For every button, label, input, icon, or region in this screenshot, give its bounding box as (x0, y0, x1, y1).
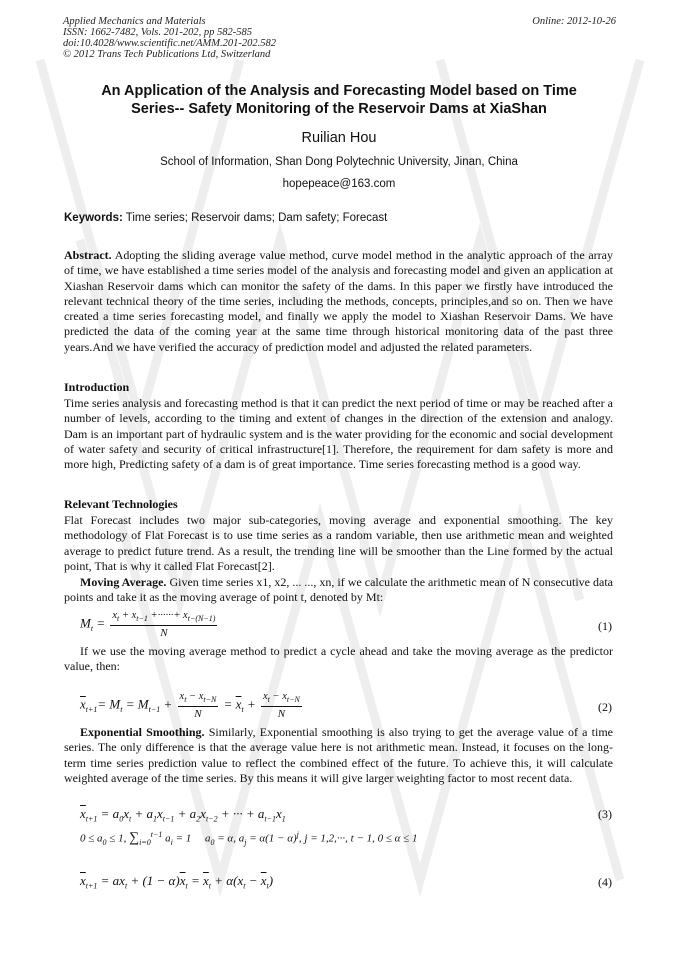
affiliation: School of Information, Shan Dong Polytechnic University, Jinan, China (160, 156, 518, 168)
abstract-text: Adopting the sliding average value method, curve model method in the analytic approach of the array of time, we have established a time series model of the analysis and forecasting model and given an application at Xiashan Reservoir dams which can monitor the safety of the dams. In this paper we firstly have introduced the relevant technical theory of the time series, including the methods, concepts, principles,and so on. Then we have created a time series forecasting model, and finally we apply the model to Xiashan Reservoir Dams. We have predicted the data of the coming year at the same time through historical monitoring data of the past three years.And we have verified the accuracy of prediction model and adjusted the related parameters. (64, 248, 613, 354)
eq1-fraction: $\frac{x_t + x_{t-1} +\cdot\cdot\cdot\cdot\cdot\cdot+ x_{t-(N-1)}}{N}$ (112, 610, 216, 640)
keywords (64, 212, 387, 224)
moving-average-label: Moving Average. (80, 575, 167, 589)
paper-title (50, 82, 628, 118)
keywords-text: Time series; Reservoir dams; Dam safety; Forecast (122, 212, 388, 224)
title-line-2: Series-- Safety Monitoring of the Reservoir Dams at XiaShan (131, 101, 547, 117)
issn-line: ISSN: 1662-7482, Vols. 201-202, pp 582-585 (63, 27, 252, 38)
online-date: Online: 2012-10-26 (532, 16, 616, 27)
abstract (64, 248, 613, 355)
keywords-label: Keywords: (64, 212, 123, 224)
doi-line: doi:10.4028/www.scientific.net/AMM.201-202.582 (63, 38, 276, 49)
moving-average-text-2: If we use the moving average method to predict a cycle ahead and take the moving average as the predictor value, then: (64, 644, 613, 674)
section-heading-relevant-technologies: Relevant Technologies (64, 497, 178, 511)
equation-2: $\overline{x}_{t+1}= M_t = M_{t-1}$ + $\frac{x_t - x_{t-N}}{N}$ = $\overline{x}_t$ + $\frac{x_t - x_{t-N}}{N}$ (80, 691, 300, 721)
exponential-smoothing-text: Similarly, Exponential smoothing is also trying to get the average value of a time series. The only difference is that the average value here is not arithmetic mean. Instead, it focuses on the long-term time series prediction value to reflect the combined effect of the future. To achieve this, it will calculate weighted average of the time series. By this means it will give larger weighting factor to most recent data. (64, 725, 613, 785)
exponential-smoothing-label: Exponential Smoothing. (80, 725, 205, 739)
moving-average-paragraph (64, 575, 613, 606)
running-header (63, 16, 276, 60)
journal-name: Applied Mechanics and Materials (63, 16, 206, 27)
copyright-line: © 2012 Trans Tech Publications Ltd, Switzerland (63, 49, 271, 60)
equation-4-number: (4) (598, 875, 612, 889)
introduction-text: Time series analysis and forecasting method is that it can predict the next period of time or may be reached after a number of levels, according to the timing and extent of changes in the direction of the extension and analogy. Dam is an important part of hydraulic system and is the water providing for the economic and social development of water safety and security of critical infrastructure[1]. Therefore, the requirement for dam safety is more and more high, Predicting safety of a dam is of great importance. Time series forecasting method is a good way. (64, 396, 613, 472)
section-heading-introduction: Introduction (64, 380, 130, 394)
eq2-fraction-1: $\frac{x_t - x_{t-N}}{N}$ (179, 691, 217, 721)
exponential-smoothing-paragraph (64, 725, 613, 786)
equation-4: $\overline{x}_{t+1} = ax_t + (1 - \alpha)\overline{x}_t = \overline{x}_t + \alpha(x_t - \overline{x}_t)$ (80, 873, 274, 891)
equation-1-number: (1) (598, 619, 612, 633)
relevant-technologies-text: Flat Forecast includes two major sub-categories, moving average and exponential smoothing. The key methodology of Flat Forecast is to use time series as a random variable, then use arithmetic mean and weighted average to predict future trend. As a result, the trending line will be smoother than the Line formed by the actual point, That is why it called Flat Forecast[2]. (64, 513, 613, 573)
equation-3-number: (3) (598, 807, 612, 821)
equation-2-number: (2) (598, 700, 612, 714)
equation-3-constraints: $0 \le a_0 \le 1$, $\sum_{i=0}^{t-1}$ $a_i = 1$ $a_0 = \alpha$, $a_j = \alpha(1 - \alpha)^j$, j = 1,2,···, t − 1, 0 ≤ α ≤ 1 (80, 830, 418, 847)
abstract-label: Abstract. (64, 248, 112, 262)
equation-3: $\overline{x}_{t+1} = a_0x_t + a_1x_{t-1} + a_2x_{t-2}$ + ··· + $a_{t-1}x_1$ (80, 806, 286, 824)
title-line-1: An Application of the Analysis and Forecasting Model based on Time (101, 83, 577, 99)
eq2-fraction-2: $\frac{x_t - x_{t-N}}{N}$ (262, 691, 300, 721)
moving-average-text: Given time series x1, x2, ... ..., xn, if we calculate the arithmetic mean of N consecutive data points and take it as the moving average of point t, denoted by Mt: (64, 575, 613, 605)
equation-1: $M_t$ = $\frac{x_t + x_{t-1} +\cdot\cdot\cdot\cdot\cdot\cdot+ x_{t-(N-1)}}{N}$ (80, 610, 216, 640)
author-email: hopepeace@163.com (282, 178, 396, 190)
author-name: Ruilian Hou (301, 130, 377, 146)
